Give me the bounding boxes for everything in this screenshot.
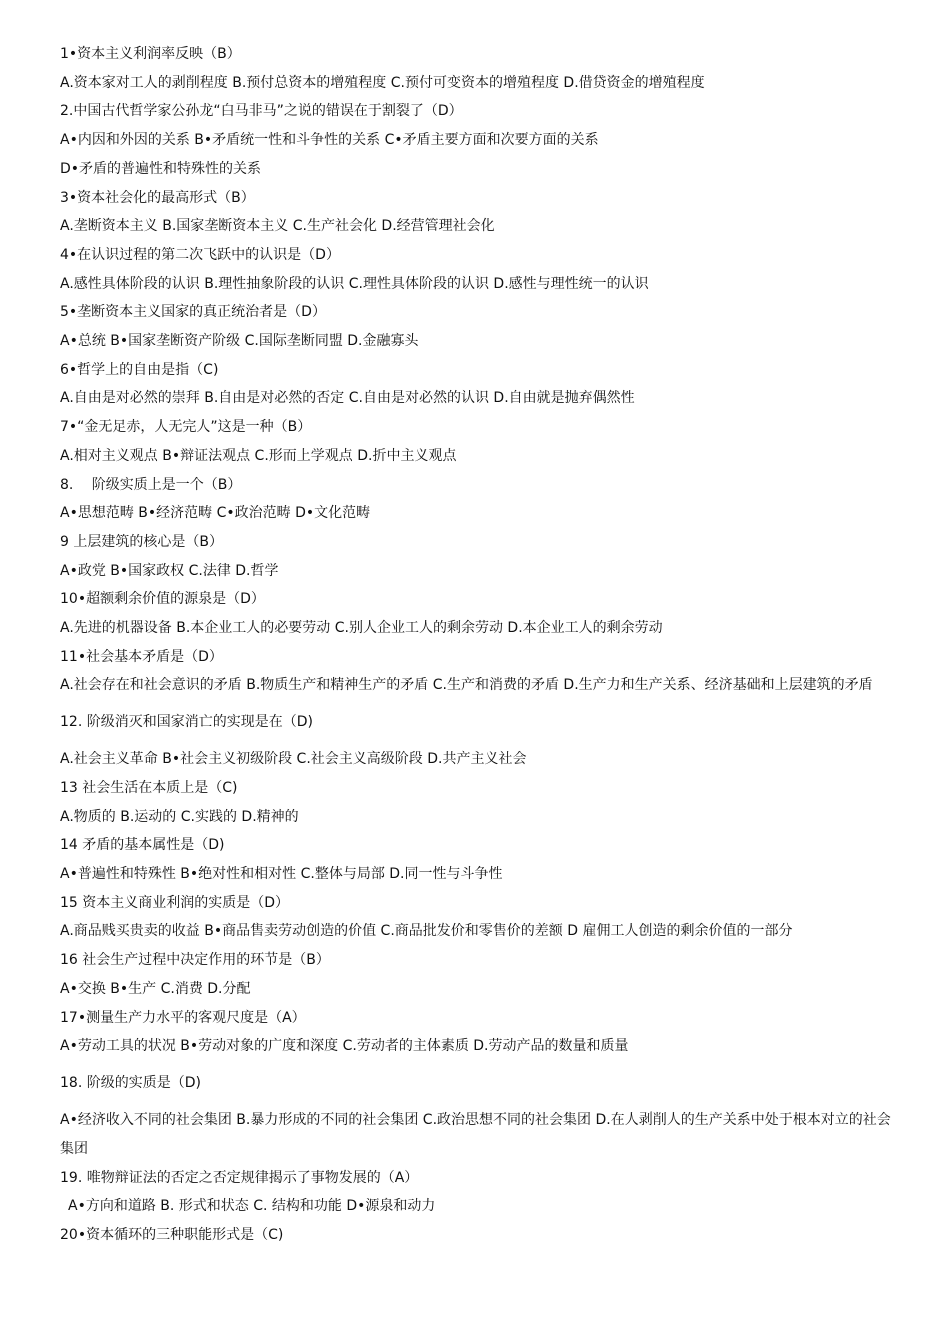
options-12: A.社会主义革命 B•社会主义初级阶段 C.社会主义高级阶段 D.共产主义社会: [60, 751, 527, 768]
question-9: 9 上层建筑的核心是（B）: [60, 533, 223, 550]
question-18: 18. 阶级的实质是（D): [60, 1074, 201, 1091]
options-18: A•经济收入不同的社会集团 B.暴力形成的不同的社会集团 C.政治思想不同的社会集团 D.在人剥削人的生产关系中处于根本对立的社会集团: [60, 1111, 891, 1157]
question-14: 14 矛盾的基本属性是（D): [60, 837, 225, 854]
question-6: 6•哲学上的自由是指（C): [60, 361, 219, 378]
options-17: A•劳动工具的状况 B•劳动对象的广度和深度 C.劳动者的主体素质 D.劳动产品的数量和质量: [60, 1038, 629, 1055]
options-19: A•方向和道路 B. 形式和状态 C. 结构和功能 D•源泉和动力: [68, 1198, 436, 1215]
question-8: 8. 阶级实质上是一个（B）: [60, 476, 242, 493]
options-1: A.资本家对工人的剥削程度 B.预付总资本的增殖程度 C.预付可变资本的增殖程度 D.借贷资金的增殖程度: [60, 74, 705, 91]
question-16: 16 社会生产过程中决定作用的环节是（B）: [60, 952, 330, 969]
question-5: 5•垄断资本主义国家的真正统治者是（D）: [60, 304, 326, 321]
question-17: 17•测量生产力水平的客观尺度是（A）: [60, 1009, 306, 1026]
question-13: 13 社会生活在本质上是（C): [60, 779, 238, 796]
question-19: 19. 唯物辩证法的否定之否定规律揭示了事物发展的（A）: [60, 1169, 419, 1186]
question-1: 1•资本主义利润率反映（B）: [60, 46, 241, 62]
options-16: A•交换 B•生产 C.消费 D.分配: [60, 980, 251, 997]
options-5: A•总统 B•国家垄断资产阶级 C.国际垄断同盟 D.金融寡头: [60, 333, 419, 350]
options-2-line-2: D•矛盾的普遍性和特殊性的关系: [60, 160, 262, 177]
options-3: A.垄断资本主义 B.国家垄断资本主义 C.生产社会化 D.经营管理社会化: [60, 218, 495, 235]
options-14: A•普遍性和特殊性 B•绝对性和相对性 C.整体与局部 D.同一性与斗争性: [60, 865, 503, 882]
options-6: A.自由是对必然的崇拜 B.自由是对必然的否定 C.自由是对必然的认识 D.自由就是抛弃偶然性: [60, 390, 635, 407]
question-15: 15 资本主义商业利润的实质是（D）: [60, 894, 290, 911]
options-9: A•政党 B•国家政权 C.法律 D.哲学: [60, 562, 279, 579]
question-3: 3•资本社会化的最高形式（B）: [60, 189, 255, 206]
question-20: 20•资本循环的三种职能形式是（C): [60, 1227, 284, 1244]
options-8: A•思想范畴 B•经济范畴 C•政治范畴 D•文化范畴: [60, 505, 371, 522]
question-7: 7•“金无足赤，人无完人”这是一种（B）: [60, 419, 312, 436]
question-12: 12. 阶级消灭和国家消亡的实现是在（D): [60, 714, 313, 731]
options-7: A.相对主义观点 B•辩证法观点 C.形而上学观点 D.折中主义观点: [60, 447, 457, 464]
question-10: 10•超额剩余价值的源泉是（D）: [60, 591, 265, 608]
options-15: A.商品贱买贵卖的收益 B•商品售卖劳动创造的价值 C.商品批发价和零售价的差额 D 雇佣工人创造的剩余价值的一部分: [60, 923, 793, 940]
options-10: A.先进的机器设备 B.本企业工人的必要劳动 C.别人企业工人的剩余劳动 D.本企业工人的剩余劳动: [60, 620, 663, 637]
options-2-line-1: A•内因和外因的关系 B•矛盾统一性和斗争性的关系 C•矛盾主要方面和次要方面的关系: [60, 132, 599, 149]
document-page: [60, 40, 900, 1250]
options-13: A.物质的 B.运动的 C.实践的 D.精神的: [60, 808, 299, 825]
question-2: 2.中国古代哲学家公孙龙“白马非马”之说的错误在于割裂了（D）: [60, 103, 463, 120]
options-11: A.社会存在和社会意识的矛盾 B.物质生产和精神生产的矛盾 C.生产和消费的矛盾 D.生产力和生产关系、经济基础和上层建筑的矛盾: [60, 677, 873, 694]
options-4: A.感性具体阶段的认识 B.理性抽象阶段的认识 C.理性具体阶段的认识 D.感性与理性统一的认识: [60, 275, 649, 292]
question-4: 4•在认识过程的第二次飞跃中的认识是（D）: [60, 246, 340, 263]
question-11: 11•社会基本矛盾是（D）: [60, 648, 223, 665]
